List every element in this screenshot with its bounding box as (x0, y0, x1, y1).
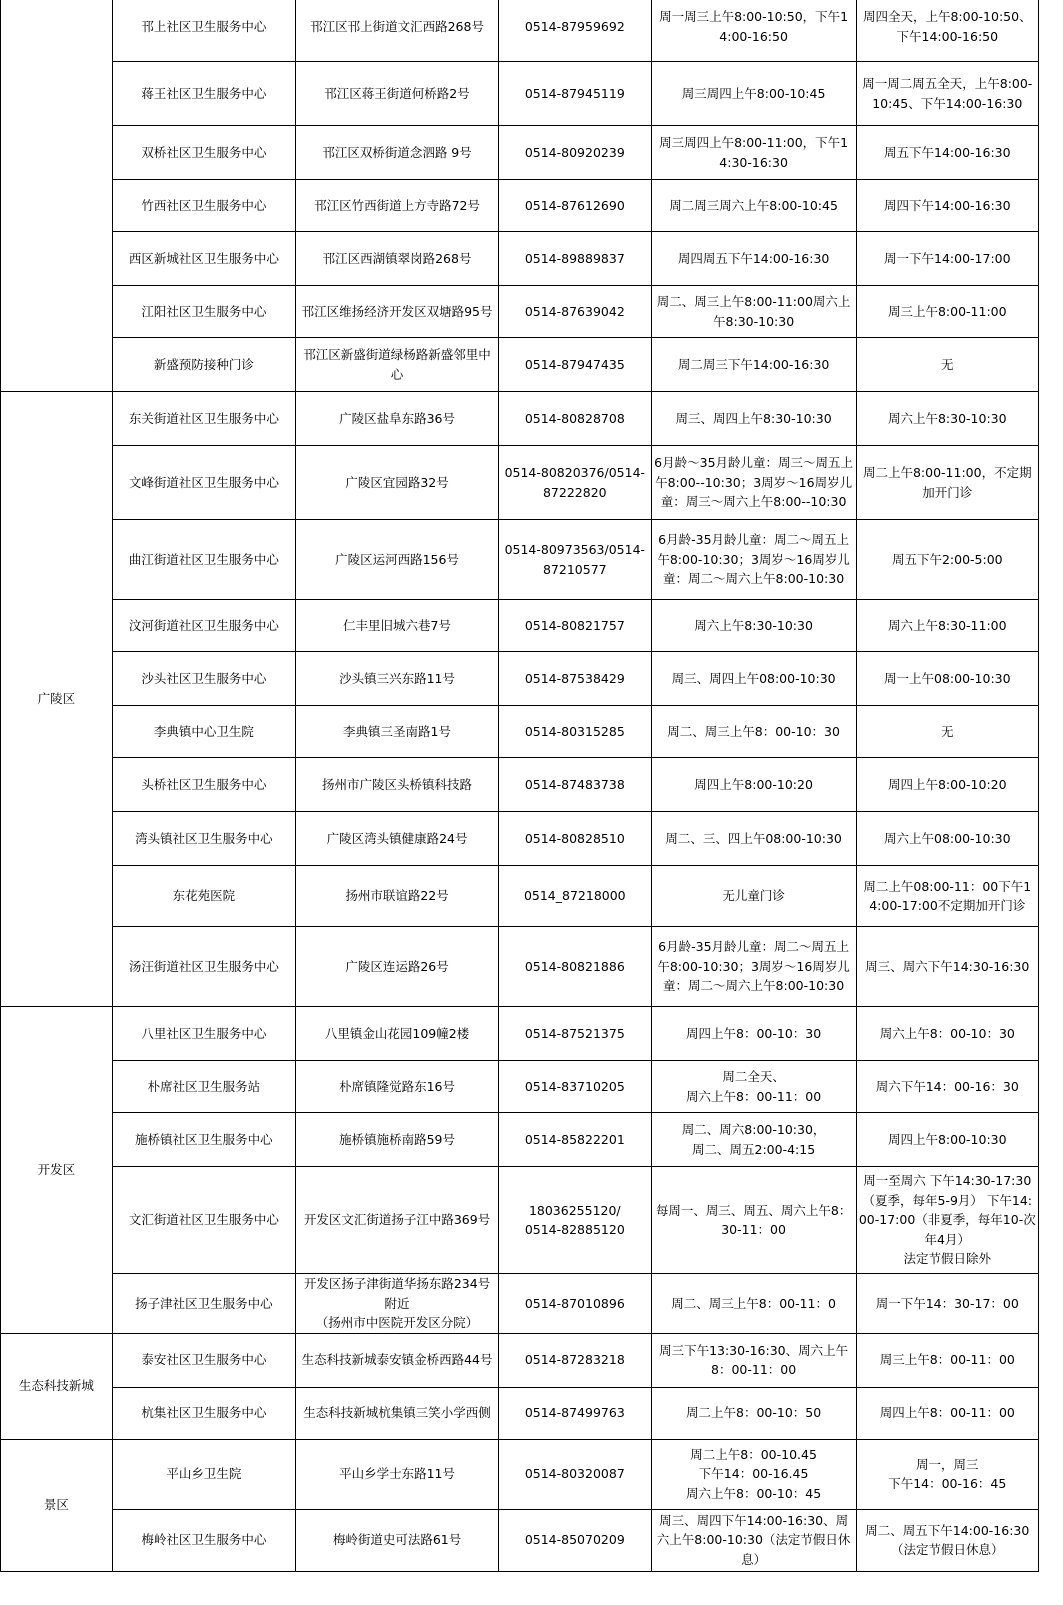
clinic-name: 曲江街道社区卫生服务中心 (112, 520, 295, 600)
adult-vaccination-hours: 周一上午08:00-10:30 (856, 652, 1038, 706)
table-row (1, 758, 1039, 812)
table-row (1, 652, 1039, 706)
clinic-address: 扬州市广陵区头桥镇科技路 (296, 758, 499, 812)
clinic-phone: 0514-87010896 (498, 1274, 651, 1334)
table-row (1, 1387, 1039, 1439)
clinic-name: 扬子津社区卫生服务中心 (112, 1274, 295, 1334)
clinic-name: 杭集社区卫生服务中心 (112, 1387, 295, 1439)
clinic-address: 邗江区新盛街道绿杨路新盛邻里中心 (296, 338, 499, 392)
clinic-name: 湾头镇社区卫生服务中心 (112, 812, 295, 866)
table-row (1, 1113, 1039, 1167)
child-vaccination-hours: 周二周三周六上午8:00-10:45 (651, 180, 856, 232)
clinic-name: 沙头社区卫生服务中心 (112, 652, 295, 706)
clinic-address: 广陵区湾头镇健康路24号 (296, 812, 499, 866)
adult-vaccination-hours: 周一至周六 下午14:30-17:30（夏季，每年5-9月） 下午14:00-17:00（非夏季，每年10-次年4月） 法定节假日除外 (856, 1167, 1038, 1274)
clinic-address: 朴席镇隆觉路东16号 (296, 1061, 499, 1113)
table-row (1, 0, 1039, 62)
table-row (1, 338, 1039, 392)
clinic-address: 生态科技新城泰安镇金桥西路44号 (296, 1333, 499, 1387)
clinic-name: 双桥社区卫生服务中心 (112, 126, 295, 180)
clinic-address: 仁丰里旧城六巷7号 (296, 600, 499, 652)
table-row (1, 866, 1039, 927)
clinic-name: 东关街道社区卫生服务中心 (112, 392, 295, 446)
clinic-name: 西区新城社区卫生服务中心 (112, 232, 295, 286)
adult-vaccination-hours: 周一周二周五全天，上午8:00-10:45、下午14:00-16:30 (856, 62, 1038, 126)
adult-vaccination-hours: 周六上午8:30-10:30 (856, 392, 1038, 446)
child-vaccination-hours: 周四上午8：00-10：30 (651, 1007, 856, 1061)
adult-vaccination-hours: 周四上午8:00-10:30 (856, 1113, 1038, 1167)
adult-vaccination-hours: 周六上午8:30-11:00 (856, 600, 1038, 652)
child-vaccination-hours: 周二、三、四上午08:00-10:30 (651, 812, 856, 866)
table-row (1, 1439, 1039, 1509)
clinic-phone: 0514-80828708 (498, 392, 651, 446)
clinic-address: 邗江区维扬经济开发区双塘路95号 (296, 286, 499, 338)
clinic-address: 邗江区竹西街道上方寺路72号 (296, 180, 499, 232)
table-row (1, 600, 1039, 652)
adult-vaccination-hours: 周二上午08:00-11：00下午14:00-17:00不定期加开门诊 (856, 866, 1038, 927)
clinic-phone: 0514-87612690 (498, 180, 651, 232)
child-vaccination-hours: 周三、周四上午08:00-10:30 (651, 652, 856, 706)
child-vaccination-hours: 周三下午13:30-16:30、周六上午8：00-11：00 (651, 1333, 856, 1387)
child-vaccination-hours: 6月龄-35月龄儿童：周二～周五上午8:00-10:30；3周岁～16周岁儿童：周二～周六上午8:00-10:30 (651, 520, 856, 600)
child-vaccination-hours: 周二全天、 周六上午8：00-11：00 (651, 1061, 856, 1113)
clinic-phone: 0514-87538429 (498, 652, 651, 706)
child-vaccination-hours: 无儿童门诊 (651, 866, 856, 927)
clinic-name: 蒋王社区卫生服务中心 (112, 62, 295, 126)
adult-vaccination-hours: 周五下午2:00-5:00 (856, 520, 1038, 600)
child-vaccination-hours: 周二、周三上午8:00-11:00周六上午8:30-10:30 (651, 286, 856, 338)
clinic-phone: 0514-80820376/0514-87222820 (498, 446, 651, 520)
adult-vaccination-hours: 周二、周五下午14:00-16:30（法定节假日休息） (856, 1509, 1038, 1571)
child-vaccination-hours: 周三周四上午8:00-11:00，下午14:30-16:30 (651, 126, 856, 180)
clinic-address: 广陵区连运路26号 (296, 927, 499, 1007)
child-vaccination-hours: 周二、周六8:00-10:30， 周二、周五2:00-4:15 (651, 1113, 856, 1167)
table-row (1, 126, 1039, 180)
clinic-address: 八里镇金山花园109幢2楼 (296, 1007, 499, 1061)
clinic-name: 江阳社区卫生服务中心 (112, 286, 295, 338)
adult-vaccination-hours: 周一，周三 下午14：00-16：45 (856, 1439, 1038, 1509)
clinic-address: 邗江区邗上街道文汇西路268号 (296, 0, 499, 62)
table-row (1, 1007, 1039, 1061)
clinic-phone: 0514-87959692 (498, 0, 651, 62)
clinic-phone: 18036255120/ 0514-82885120 (498, 1167, 651, 1274)
clinic-name: 东花苑医院 (112, 866, 295, 927)
clinic-name: 汶河街道社区卫生服务中心 (112, 600, 295, 652)
adult-vaccination-hours: 周四上午8:00-10:20 (856, 758, 1038, 812)
clinic-name: 头桥社区卫生服务中心 (112, 758, 295, 812)
adult-vaccination-hours: 周五下午14:00-16:30 (856, 126, 1038, 180)
child-vaccination-hours: 周三周四上午8:00-10:45 (651, 62, 856, 126)
clinic-name: 竹西社区卫生服务中心 (112, 180, 295, 232)
adult-vaccination-hours: 周四下午14:00-16:30 (856, 180, 1038, 232)
table-row (1, 706, 1039, 758)
child-vaccination-hours: 周一周三上午8:00-10:50，下午14:00-16:50 (651, 0, 856, 62)
clinic-address: 梅岭街道史可法路61号 (296, 1509, 499, 1571)
district-cell (1, 0, 113, 392)
adult-vaccination-hours: 周一下午14：30-17：00 (856, 1274, 1038, 1334)
clinic-phone: 0514-80315285 (498, 706, 651, 758)
district-cell: 广陵区 (1, 392, 113, 1007)
clinic-phone: 0514-80828510 (498, 812, 651, 866)
clinic-address: 邗江区双桥街道念泗路 9号 (296, 126, 499, 180)
clinic-address: 开发区扬子津街道华扬东路234号附近 （扬州市中医院开发区分院） (296, 1274, 499, 1334)
child-vaccination-hours: 周四上午8:00-10:20 (651, 758, 856, 812)
clinic-address: 沙头镇三兴东路11号 (296, 652, 499, 706)
clinic-name: 新盛预防接种门诊 (112, 338, 295, 392)
table-row (1, 812, 1039, 866)
child-vaccination-hours: 周三、周四下午14:00-16:30、周六上午8:00-10:30（法定节假日休息） (651, 1509, 856, 1571)
clinic-phone: 0514-83710205 (498, 1061, 651, 1113)
clinic-phone: 0514-80821757 (498, 600, 651, 652)
clinic-phone: 0514-87521375 (498, 1007, 651, 1061)
district-cell: 开发区 (1, 1007, 113, 1334)
child-vaccination-hours: 周二、周三上午8：00-11：0 (651, 1274, 856, 1334)
adult-vaccination-hours: 周六下午14：00-16：30 (856, 1061, 1038, 1113)
table-row (1, 180, 1039, 232)
district-cell: 生态科技新城 (1, 1333, 113, 1439)
adult-vaccination-hours: 周三、周六下午14:30-16:30 (856, 927, 1038, 1007)
adult-vaccination-hours: 周三上午8:00-11:00 (856, 286, 1038, 338)
adult-vaccination-hours: 周六上午08:00-10:30 (856, 812, 1038, 866)
clinic-address: 邗江区西湖镇翠岗路268号 (296, 232, 499, 286)
table-row (1, 1509, 1039, 1571)
adult-vaccination-hours: 周二上午8:00-11:00，不定期加开门诊 (856, 446, 1038, 520)
adult-vaccination-hours: 无 (856, 706, 1038, 758)
clinic-address: 广陵区盐阜东路36号 (296, 392, 499, 446)
child-vaccination-hours: 每周一、周三、周五、周六上午8：30-11：00 (651, 1167, 856, 1274)
table-row (1, 927, 1039, 1007)
clinic-name: 李典镇中心卫生院 (112, 706, 295, 758)
child-vaccination-hours: 周二上午8：00-10.45 下午14：00-16.45 周六上午8：00-10：45 (651, 1439, 856, 1509)
clinic-phone: 0514-89889837 (498, 232, 651, 286)
table-row (1, 1061, 1039, 1113)
table-row (1, 520, 1039, 600)
clinic-name: 平山乡卫生院 (112, 1439, 295, 1509)
district-cell: 景区 (1, 1439, 113, 1571)
child-vaccination-hours: 6月龄～35月龄儿童：周三～周五上午8:00--10:30；3周岁～16周岁儿童：周三～周六上午8:00--10:30 (651, 446, 856, 520)
table-row (1, 1274, 1039, 1334)
child-vaccination-hours: 周二上午8：00-10：50 (651, 1387, 856, 1439)
table-body (1, 0, 1039, 1571)
table-row (1, 62, 1039, 126)
clinic-name: 汤汪街道社区卫生服务中心 (112, 927, 295, 1007)
clinic-phone: 0514-80821886 (498, 927, 651, 1007)
clinic-address: 邗江区蒋王街道何桥路2号 (296, 62, 499, 126)
clinic-phone: 0514-87483738 (498, 758, 651, 812)
adult-vaccination-hours: 周三上午8：00-11：00 (856, 1333, 1038, 1387)
clinic-address: 开发区文汇街道扬子江中路369号 (296, 1167, 499, 1274)
clinic-name: 梅岭社区卫生服务中心 (112, 1509, 295, 1571)
clinic-name: 邗上社区卫生服务中心 (112, 0, 295, 62)
adult-vaccination-hours: 周一下午14:00-17:00 (856, 232, 1038, 286)
clinic-address: 平山乡学士东路11号 (296, 1439, 499, 1509)
clinic-address: 施桥镇施桥南路59号 (296, 1113, 499, 1167)
adult-vaccination-hours: 周四上午8：00-11：00 (856, 1387, 1038, 1439)
clinic-name: 文峰街道社区卫生服务中心 (112, 446, 295, 520)
clinic-address: 生态科技新城杭集镇三笑小学西侧 (296, 1387, 499, 1439)
child-vaccination-hours: 周二周三下午14:00-16:30 (651, 338, 856, 392)
table-row (1, 286, 1039, 338)
child-vaccination-hours: 周二、周三上午8：00-10：30 (651, 706, 856, 758)
adult-vaccination-hours: 无 (856, 338, 1038, 392)
adult-vaccination-hours: 周六上午8：00-10：30 (856, 1007, 1038, 1061)
clinic-phone: 0514-87283218 (498, 1333, 651, 1387)
table-row (1, 392, 1039, 446)
clinic-name: 朴席社区卫生服务站 (112, 1061, 295, 1113)
child-vaccination-hours: 周四周五下午14:00-16:30 (651, 232, 856, 286)
clinic-address: 广陵区宜园路32号 (296, 446, 499, 520)
clinic-address: 李典镇三圣南路1号 (296, 706, 499, 758)
clinic-name: 八里社区卫生服务中心 (112, 1007, 295, 1061)
clinic-phone: 0514-80320087 (498, 1439, 651, 1509)
clinic-phone: 0514-87945119 (498, 62, 651, 126)
clinic-address: 扬州市联谊路22号 (296, 866, 499, 927)
clinic-phone: 0514-85822201 (498, 1113, 651, 1167)
clinic-phone: 0514-80920239 (498, 126, 651, 180)
table-row (1, 1167, 1039, 1274)
clinic-name: 泰安社区卫生服务中心 (112, 1333, 295, 1387)
clinic-phone: 0514-87947435 (498, 338, 651, 392)
clinic-phone: 0514-80973563/0514-87210577 (498, 520, 651, 600)
table-row (1, 1333, 1039, 1387)
table-row (1, 446, 1039, 520)
clinic-phone: 0514_87218000 (498, 866, 651, 927)
clinic-address: 广陵区运河西路156号 (296, 520, 499, 600)
clinic-phone: 0514-85070209 (498, 1509, 651, 1571)
clinic-phone: 0514-87499763 (498, 1387, 651, 1439)
child-vaccination-hours: 6月龄-35月龄儿童：周二～周五上午8:00-10:30；3周岁～16周岁儿童：周二～周六上午8:00-10:30 (651, 927, 856, 1007)
adult-vaccination-hours: 周四全天，上午8:00-10:50、下午14:00-16:50 (856, 0, 1038, 62)
table-row (1, 232, 1039, 286)
clinic-name: 文汇街道社区卫生服务中心 (112, 1167, 295, 1274)
clinic-phone: 0514-87639042 (498, 286, 651, 338)
clinic-name: 施桥镇社区卫生服务中心 (112, 1113, 295, 1167)
child-vaccination-hours: 周六上午8:30-10:30 (651, 600, 856, 652)
child-vaccination-hours: 周三、周四上午8:30-10:30 (651, 392, 856, 446)
